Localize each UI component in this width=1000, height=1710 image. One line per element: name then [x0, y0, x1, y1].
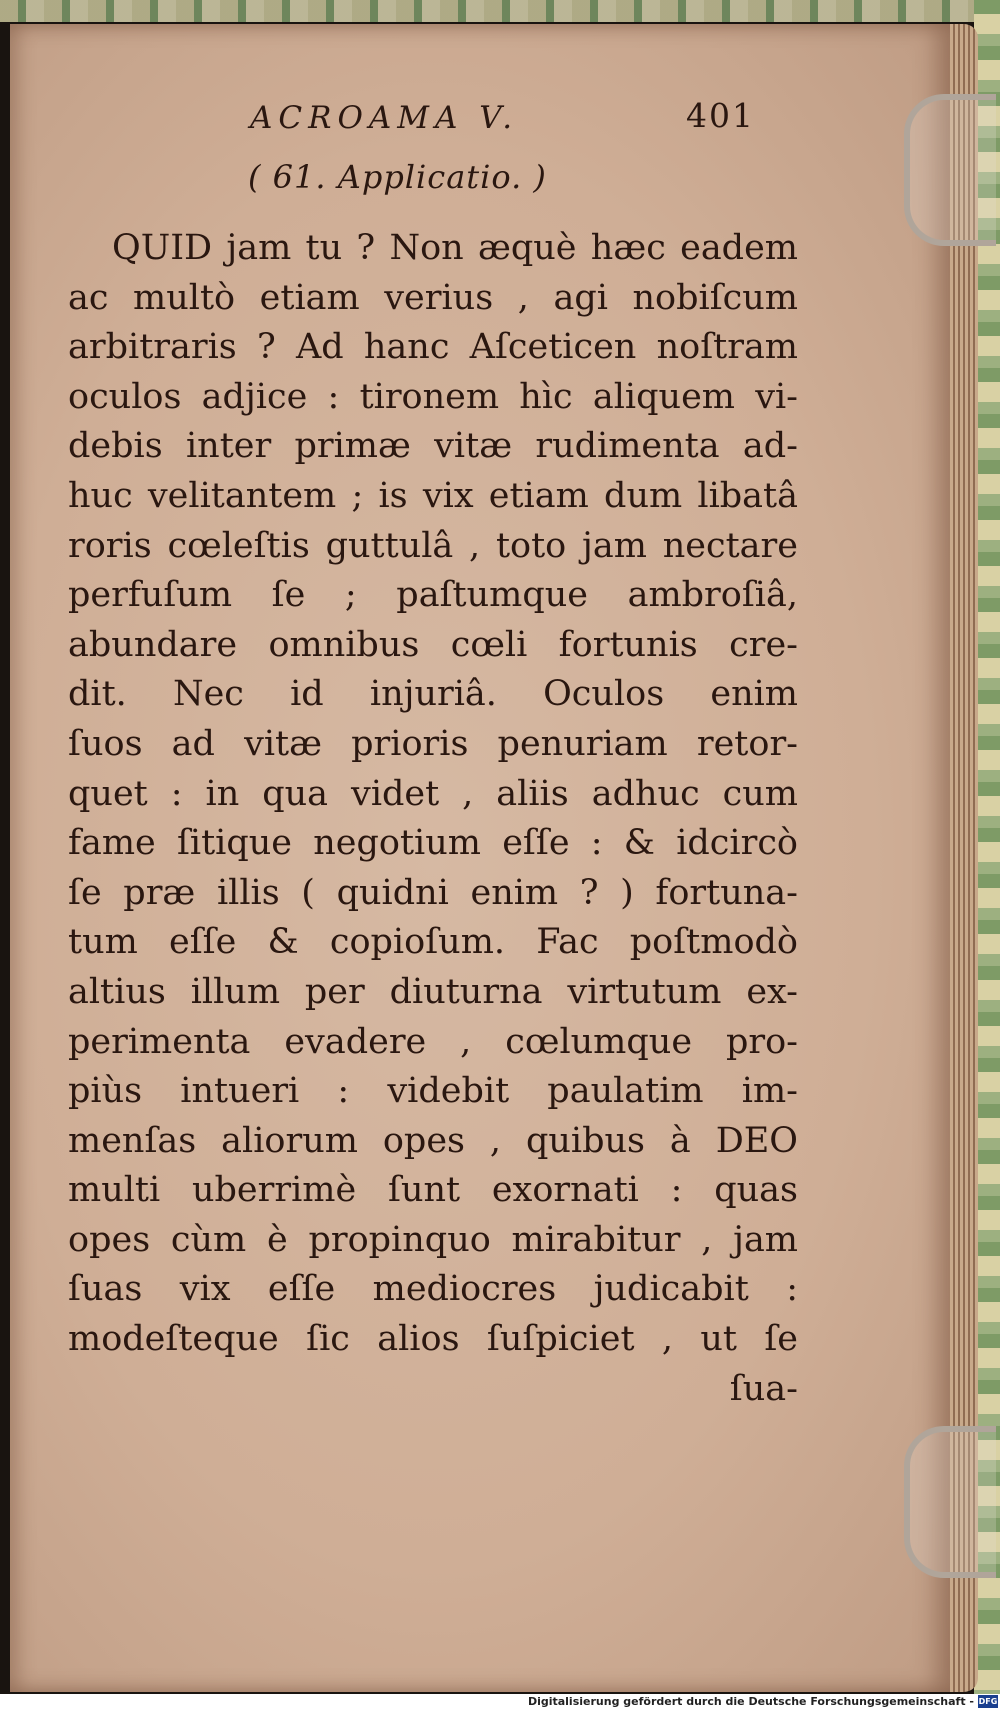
text-line: ſe præ illis ( quidni enim ? ) fortuna-: [68, 872, 798, 913]
text-line: perimenta evadere , cœlumque pro-: [68, 1021, 798, 1062]
page-text-block: [68, 94, 798, 1414]
text-line: modeſteque ſic alios ſuſpiciet , ut ſe: [68, 1319, 798, 1360]
text-line: quet : in qua videt , aliis adhuc cum: [68, 773, 798, 814]
book-clasp-bottom: [904, 1426, 996, 1578]
text-line: altius illum per diuturna virtutum ex-: [68, 971, 798, 1012]
text-line: tum eſſe & copioſum. Fac poſtmodò: [68, 922, 798, 963]
running-head-title: ACROAMA V.: [250, 100, 519, 136]
text-line: arbitraris ? Ad hanc Aſceticen noſtram: [68, 327, 798, 368]
text-line: multi uberrimè ſunt exornati : quas: [68, 1170, 798, 1211]
book-clasp-top: [904, 94, 996, 246]
text-line: ſuas vix eſſe mediocres judicabit :: [68, 1269, 798, 1310]
text-line: debis inter primæ vitæ rudimenta ad-: [68, 426, 798, 467]
dfg-logo-icon: DFG: [978, 1697, 998, 1706]
text-line: abundare omnibus cœli fortunis cre-: [68, 624, 798, 665]
digitization-credit: Digitalisierung gefördert durch die Deutsche Forschungsgemeinschaft -: [527, 1695, 974, 1708]
text-line: fame ſitique negotium eſſe : & idcircò: [68, 823, 798, 864]
book-page: [10, 24, 950, 1692]
text-line: dit. Nec id injuriâ. Oculos enim: [68, 674, 798, 715]
text-line: opes cùm è propinquo mirabitur , jam: [68, 1219, 798, 1260]
text-line: perfuſum ſe ; paſtumque ambroſiâ,: [68, 575, 798, 616]
text-line: oculos adjice : tironem hìc aliquem vi-: [68, 376, 798, 417]
page-number: 401: [686, 96, 755, 135]
footer-bar: [0, 1694, 1000, 1710]
body-text: [68, 224, 798, 1365]
text-line: roris cœleſtis guttulâ , toto jam nectare: [68, 525, 798, 566]
catchword: ſua-: [729, 1368, 798, 1409]
text-line: huc velitantem ; is vix etiam dum libatâ: [68, 475, 798, 516]
text-line: menſas aliorum opes , quibus à DEO: [68, 1120, 798, 1161]
text-line: ac multò etiam verius , agi nobiſcum: [68, 277, 798, 318]
section-heading: ( 61. Applicatio. ): [248, 158, 547, 196]
background-fabric-top: [0, 0, 1000, 22]
text-line: piùs intueri : videbit paulatim im-: [68, 1071, 798, 1112]
running-head: [68, 94, 798, 146]
text-line: QUID jam tu ? Non æquè hæc eadem: [112, 228, 798, 268]
text-line: ſuos ad vitæ prioris penuriam retor-: [68, 723, 798, 764]
